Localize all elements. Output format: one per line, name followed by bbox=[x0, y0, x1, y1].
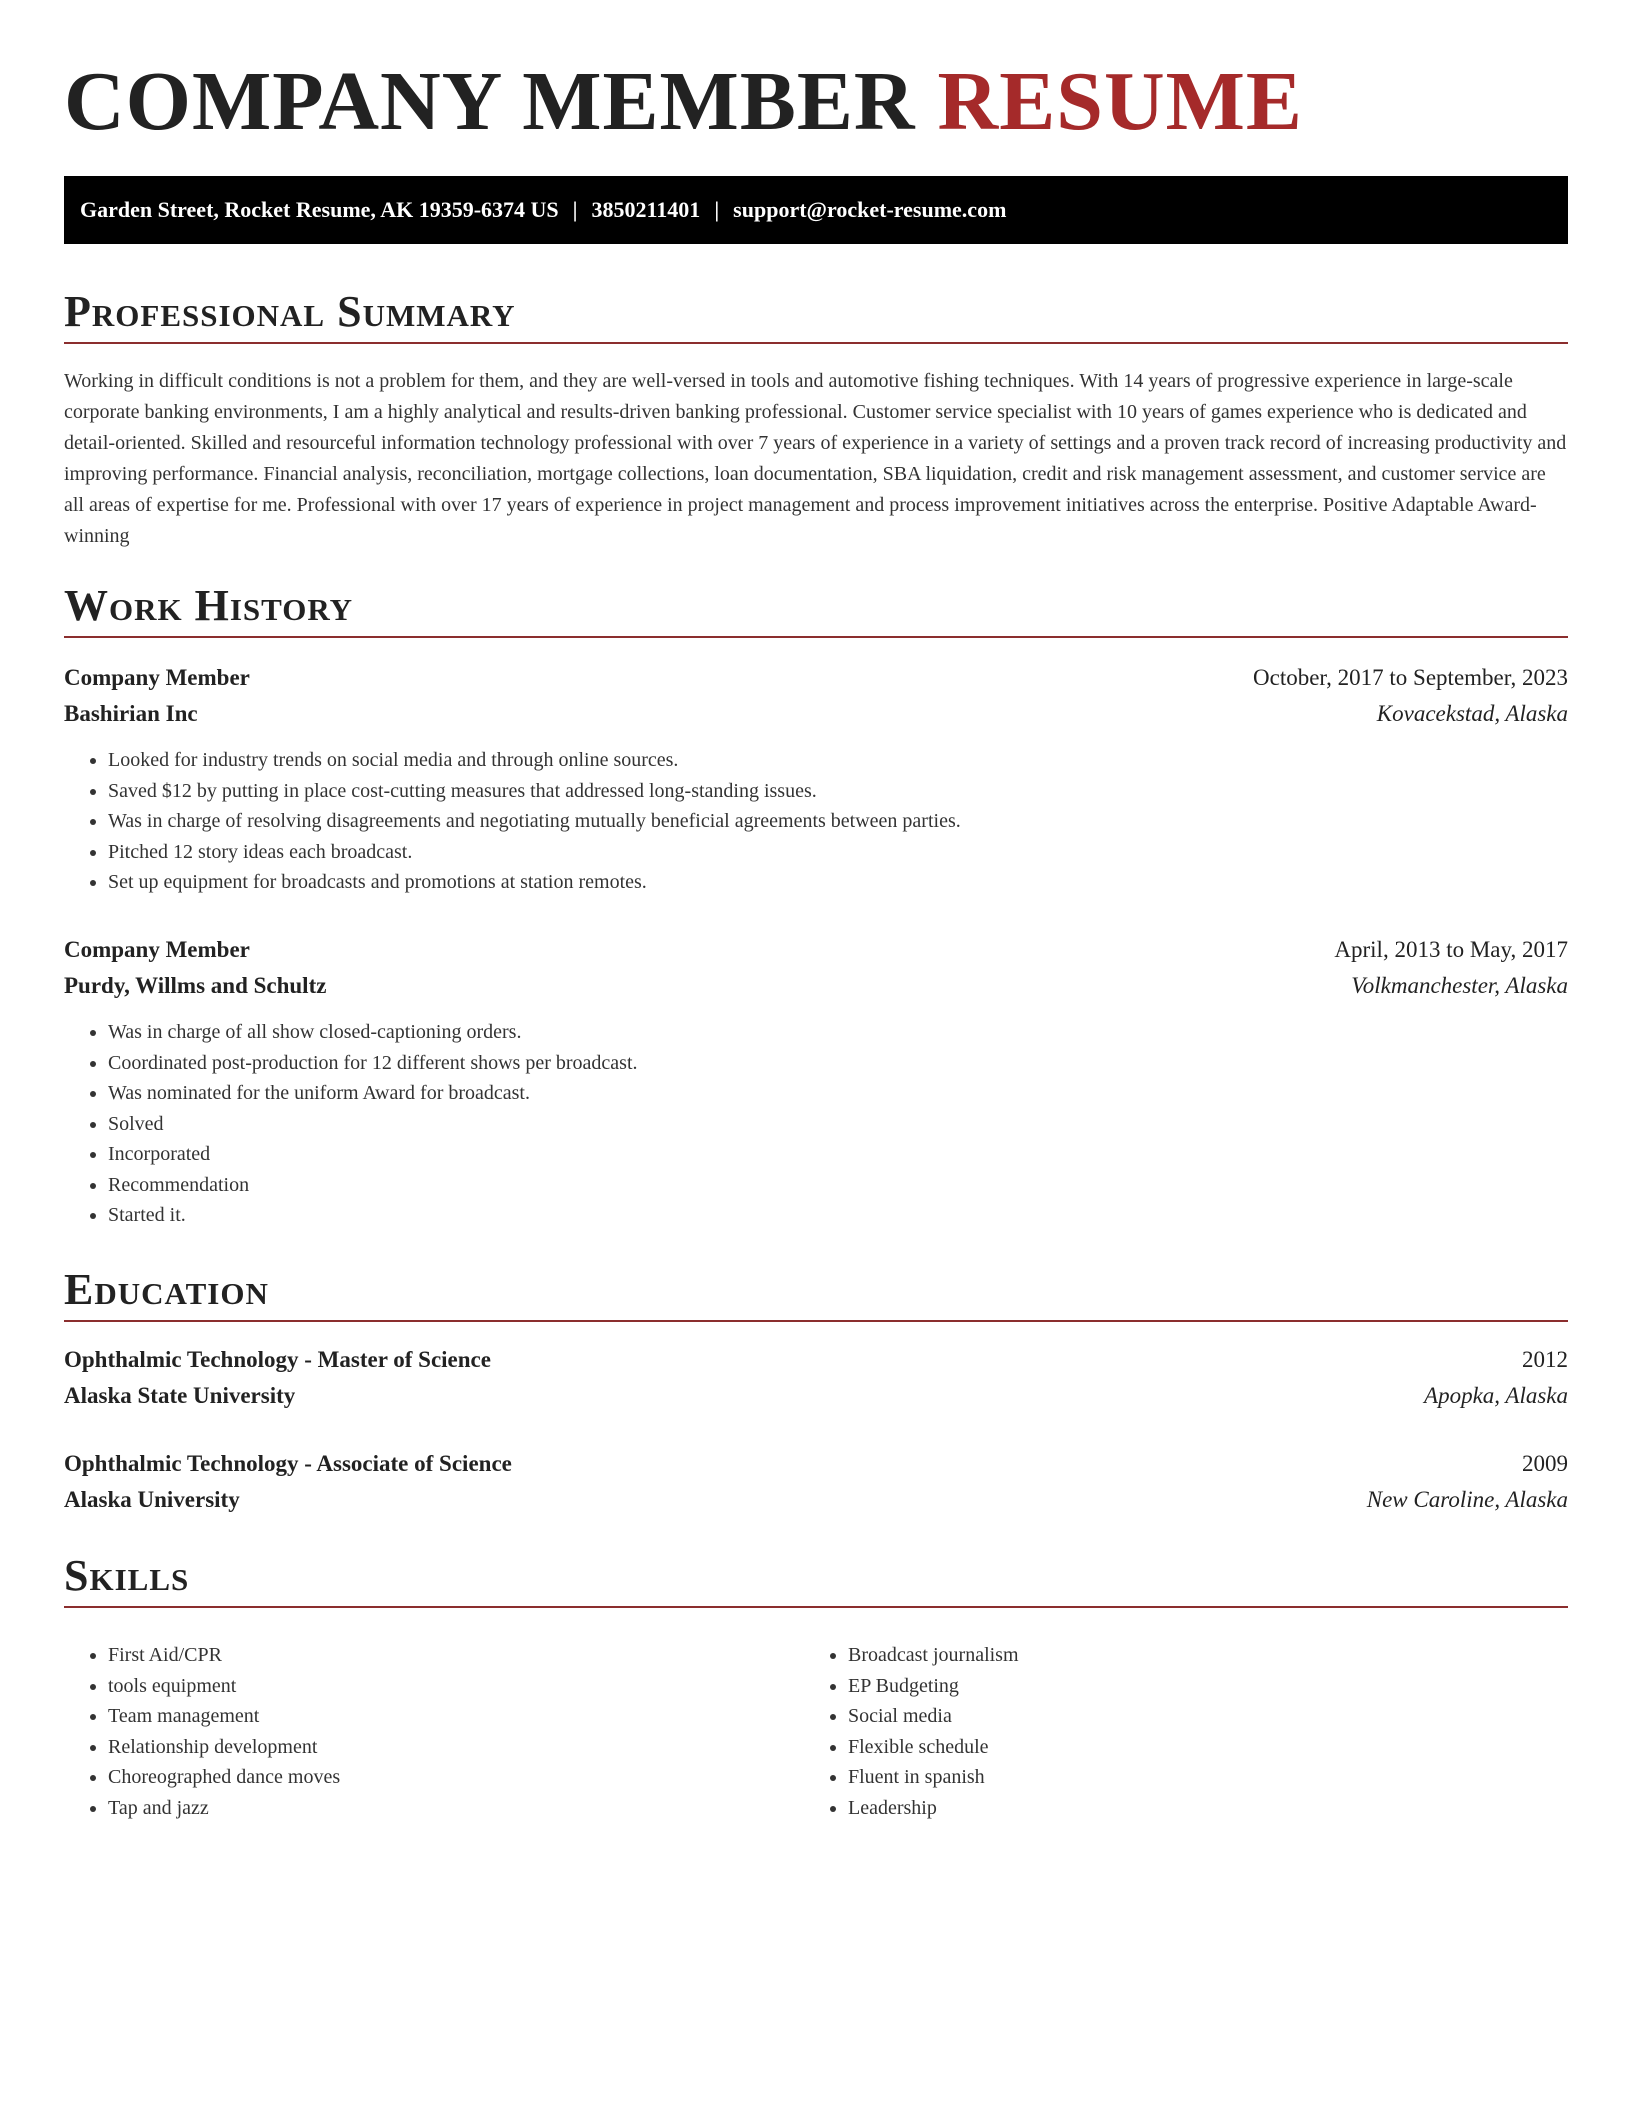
job-company-row bbox=[64, 968, 1568, 1004]
education-year: 2009 bbox=[1522, 1451, 1568, 1476]
summary-text: Working in difficult conditions is not a problem for them, and they are well-versed in tools and automotive fishing techniques. With 14 years of progressive experience in large-scale corporate banking environments, I am a highly analytical and results-driven banking professional. Customer service specialist with 10 years of games experience who is dedicated and detail-oriented. Skilled and resourceful information technology professional with over 7 years of experience in a variety of settings and a proven track record of increasing productivity and improving performance. Financial analysis, reconciliation, mortgage collections, loan documentation, SBA liquidation, credit and risk management assessment, and customer service are all areas of expertise for me. Professional with over 17 years of experience in project management and process improvement initiatives across the enterprise. Positive Adaptable Award-winning bbox=[64, 370, 1567, 547]
job-bullet: • Saved $12 by putting in place cost-cutting measures that addressed long-standing issues. bbox=[108, 776, 961, 807]
education-degree-row bbox=[64, 1446, 1568, 1482]
education-degree: Ophthalmic Technology - Associate of Science bbox=[64, 1451, 512, 1476]
education-heading: Education bbox=[64, 1265, 269, 1314]
contact-separator: | bbox=[714, 197, 720, 222]
job-company: Bashirian Inc bbox=[64, 701, 198, 726]
job-bullet-list bbox=[64, 745, 961, 898]
job-title: Company Member bbox=[64, 665, 250, 690]
skills-section-header bbox=[64, 1546, 1568, 1608]
education-year: 2012 bbox=[1522, 1347, 1568, 1372]
title-accent: RESUME bbox=[937, 55, 1303, 148]
resume-title bbox=[64, 52, 1303, 152]
education-degree: Ophthalmic Technology - Master of Science bbox=[64, 1347, 491, 1372]
skills-heading: Skills bbox=[64, 1551, 190, 1600]
job-company-row bbox=[64, 696, 1568, 732]
job-location: Kovacekstad, Alaska bbox=[1376, 701, 1568, 726]
job-bullet: • Looked for industry trends on social media and through online sources. bbox=[108, 745, 961, 776]
job-title: Company Member bbox=[64, 937, 250, 962]
contact-address: Garden Street, Rocket Resume, AK 19359-6374 US bbox=[80, 197, 559, 222]
skill-item: • Social media bbox=[848, 1701, 1019, 1732]
education-location: Apopka, Alaska bbox=[1424, 1383, 1568, 1408]
skill-item: • Leadership bbox=[848, 1793, 1019, 1824]
work-heading: Work History bbox=[64, 581, 354, 630]
contact-phone[interactable]: 3850211401 bbox=[591, 197, 701, 222]
summary-heading: Professional Summary bbox=[64, 287, 516, 336]
contact-separator: | bbox=[572, 197, 578, 222]
job-company: Purdy, Willms and Schultz bbox=[64, 973, 327, 998]
education-school-row bbox=[64, 1482, 1568, 1518]
job-bullet: • Coordinated post-production for 12 different shows per broadcast. bbox=[108, 1048, 638, 1079]
job-dates: October, 2017 to September, 2023 bbox=[1253, 665, 1568, 690]
skills-list-left bbox=[64, 1640, 340, 1823]
skills-list-right bbox=[804, 1640, 1019, 1823]
job-bullet: • Incorporated bbox=[108, 1139, 638, 1170]
job-location: Volkmanchester, Alaska bbox=[1351, 973, 1568, 998]
skill-item: • Team management bbox=[108, 1701, 340, 1732]
contact-email[interactable]: support@rocket-resume.com bbox=[733, 197, 1007, 222]
skill-item: • Relationship development bbox=[108, 1732, 340, 1763]
job-bullet-list bbox=[64, 1017, 638, 1231]
job-bullet: • Started it. bbox=[108, 1200, 638, 1231]
job-bullet: • Recommendation bbox=[108, 1170, 638, 1201]
skill-item: • Choreographed dance moves bbox=[108, 1762, 340, 1793]
job-bullet: • Solved bbox=[108, 1109, 638, 1140]
job-bullet: • Pitched 12 story ideas each broadcast. bbox=[108, 837, 961, 868]
skill-item: • First Aid/CPR bbox=[108, 1640, 340, 1671]
education-school: Alaska University bbox=[64, 1487, 240, 1512]
skill-item: • EP Budgeting bbox=[848, 1671, 1019, 1702]
skill-item: • tools equipment bbox=[108, 1671, 340, 1702]
education-section-header bbox=[64, 1260, 1568, 1322]
education-degree-row bbox=[64, 1342, 1568, 1378]
education-school-row bbox=[64, 1378, 1568, 1414]
skill-item: • Flexible schedule bbox=[848, 1732, 1019, 1763]
skill-item: • Fluent in spanish bbox=[848, 1762, 1019, 1793]
skill-item: • Broadcast journalism bbox=[848, 1640, 1019, 1671]
summary-section-header bbox=[64, 282, 1568, 344]
education-location: New Caroline, Alaska bbox=[1366, 1487, 1568, 1512]
job-dates: April, 2013 to May, 2017 bbox=[1334, 937, 1568, 962]
education-school: Alaska State University bbox=[64, 1383, 296, 1408]
title-main: COMPANY MEMBER bbox=[64, 55, 916, 148]
job-bullet: • Was nominated for the uniform Award for broadcast. bbox=[108, 1078, 638, 1109]
job-header-row bbox=[64, 932, 1568, 968]
job-bullet: • Was in charge of all show closed-captioning orders. bbox=[108, 1017, 638, 1048]
job-bullet: • Set up equipment for broadcasts and promotions at station remotes. bbox=[108, 867, 961, 898]
job-bullet: • Was in charge of resolving disagreements and negotiating mutually beneficial agreements between parties. bbox=[108, 806, 961, 837]
job-header-row bbox=[64, 660, 1568, 696]
contact-bar bbox=[64, 176, 1568, 244]
skill-item: • Tap and jazz bbox=[108, 1793, 340, 1824]
work-section-header bbox=[64, 576, 1568, 638]
